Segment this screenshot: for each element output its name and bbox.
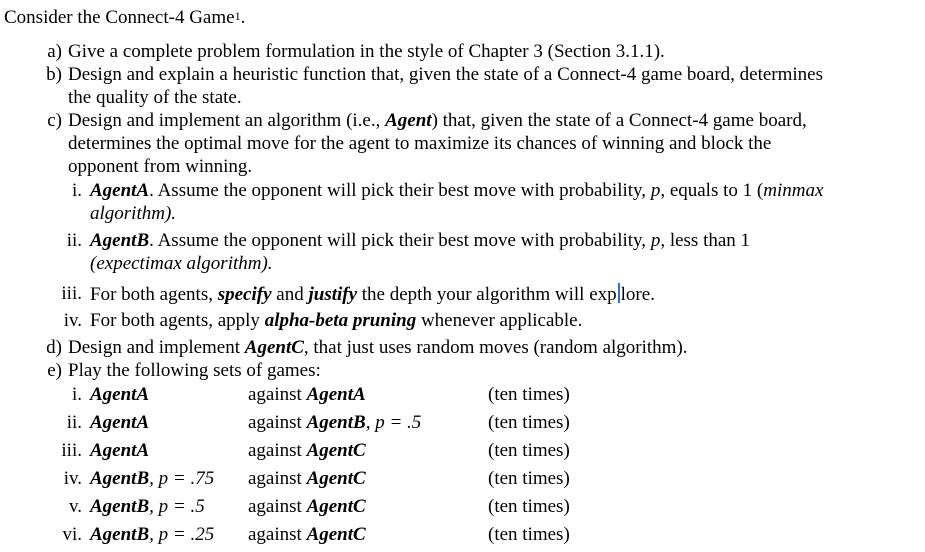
game-player-2: against AgentC [248,524,366,545]
game-marker: iii. [61,440,82,461]
item-d-text: Design and implement AgentC, that just uses random moves (random algorithm). [68,337,688,358]
game-player-2: against AgentC [248,496,366,517]
item-c-line-1: Design and implement an algorithm (i.e., Agent) that, given the state of a Connect-4 game board, [68,110,807,131]
game-repetitions: (ten times) [488,384,570,405]
sub-iii-marker: iii. [61,283,82,304]
sub-ii-line-2: (expectimax algorithm). [90,253,273,274]
sub-iv-marker: iv. [63,310,82,331]
text-cursor [618,283,620,303]
game-marker: v. [68,496,82,517]
game-repetitions: (ten times) [488,468,570,489]
game-repetitions: (ten times) [488,524,570,545]
game-player-2: against AgentC [248,440,366,461]
sub-iii-line: For both agents, specify and justify the depth your algorithm will exp lore. [90,284,655,305]
game-marker: i. [71,384,82,405]
item-a-marker: a) [47,41,62,62]
item-b-line-1: Design and explain a heuristic function that, given the state of a Connect-4 game board, determines [68,64,824,85]
game-marker: ii. [66,412,82,433]
game-player-2: against AgentC [248,468,366,489]
item-c-line-2: determines the optimal move for the agent to maximize its chances of winning and block the [68,133,772,154]
game-player-2: against AgentB, p = .5 [248,412,422,433]
agent-term: Agent [385,110,432,131]
game-player-1: AgentA [90,384,150,405]
game-player-1: AgentB, p = .5 [90,496,205,517]
game-player-1: AgentA [90,412,150,433]
item-e-marker: e) [47,360,62,381]
item-e-text: Play the following sets of games: [68,360,321,381]
game-marker: vi. [62,524,82,545]
game-repetitions: (ten times) [488,440,570,461]
item-c-marker: c) [47,110,62,131]
item-d-marker: d) [46,337,62,358]
game-marker: iv. [63,468,82,489]
item-b-line-2: the quality of the state. [68,87,242,108]
item-c-line-3: opponent from winning. [68,156,253,177]
footnote-marker: 1 [234,9,241,23]
game-repetitions: (ten times) [488,496,570,517]
sub-i-line-2: algorithm). [90,203,177,224]
sub-i-line-1: AgentA. Assume the opponent will pick their best move with probability, p, equals to 1 (minmax [90,180,824,201]
item-b-marker: b) [46,64,62,85]
sub-ii-line-1: AgentB. Assume the opponent will pick their best move with probability, p, less than 1 [90,230,751,251]
sub-iv-line: For both agents, apply alpha-beta pruning whenever applicable. [90,310,583,331]
game-repetitions: (ten times) [488,412,570,433]
sub-i-marker: i. [71,180,82,201]
sub-ii-marker: ii. [66,230,82,251]
game-player-2: against AgentA [248,384,366,405]
game-player-1: AgentB, p = .75 [90,468,215,489]
item-a-text: Give a complete problem formulation in the style of Chapter 3 (Section 3.1.1). [68,41,665,62]
game-player-1: AgentA [90,440,150,461]
intro-line: Consider the Connect-4 Game$^1$. [4,7,246,28]
game-player-1: AgentB, p = .25 [90,524,215,545]
